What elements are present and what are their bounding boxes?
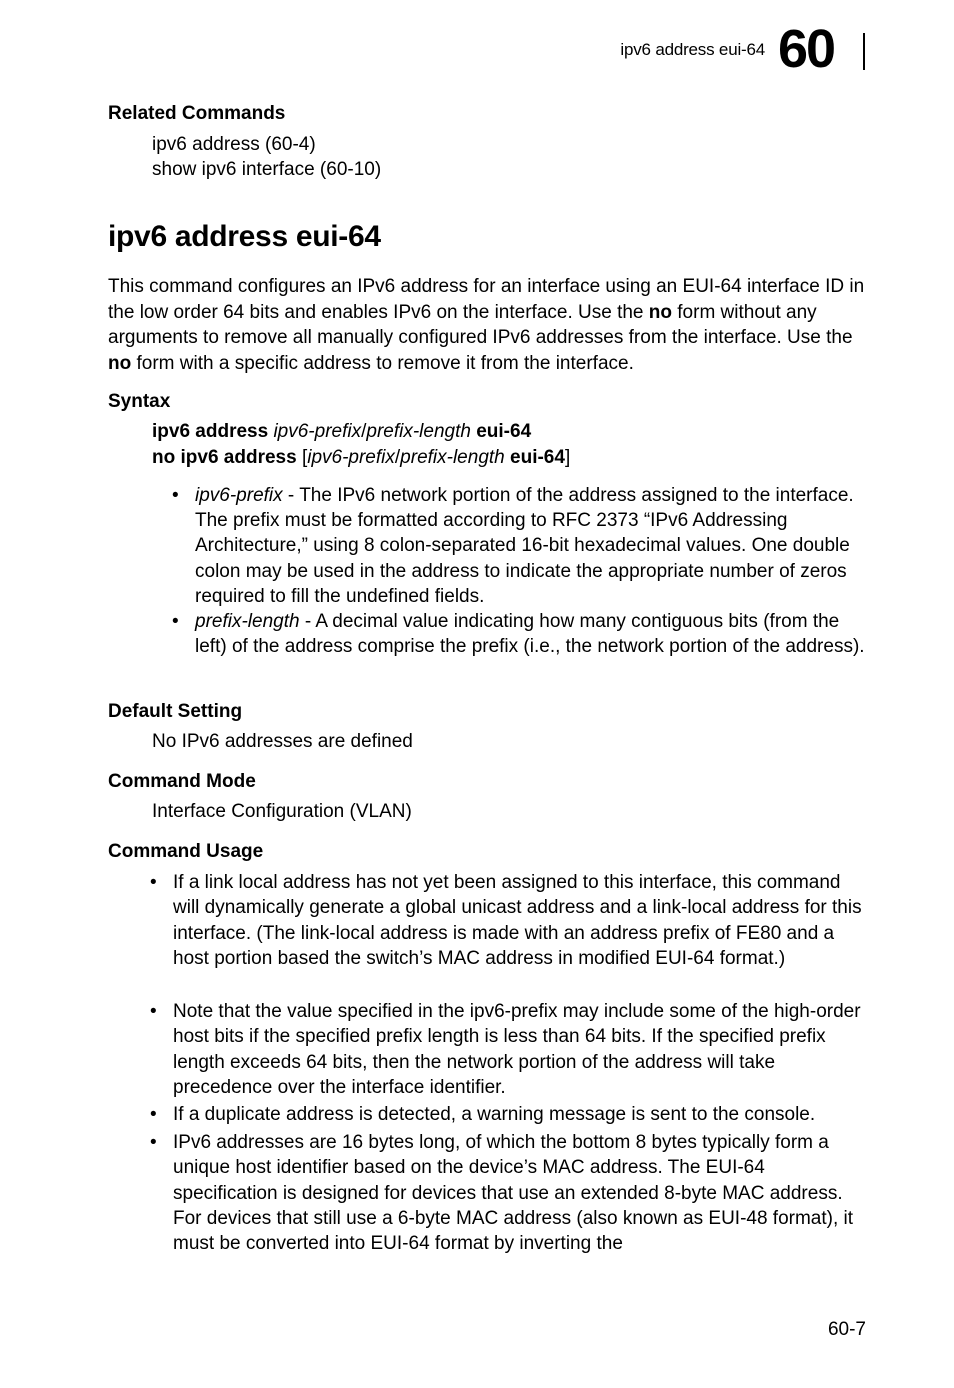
bullet: • — [172, 611, 179, 632]
bracket: [ — [301, 447, 308, 468]
usage-item — [150, 1130, 870, 1256]
description-text: form without any arguments to remove all manually configured IPv6 addresses from the interface. Use the — [108, 301, 853, 348]
chapter-rule — [863, 33, 865, 70]
section-title: ipv6 address eui-64 — [108, 220, 381, 253]
command-usage-heading: Command Usage — [108, 841, 264, 862]
command-mode-heading: Command Mode — [108, 771, 256, 792]
argument: prefix-length — [366, 421, 471, 442]
command-keyword: ipv6 address — [152, 421, 269, 442]
command-keyword: eui-64 — [510, 447, 565, 468]
parameter-description: - The IPv6 network portion of the address assigned to the interface. The prefix must be formatted according to RFC 2373 “IPv6 Addressing Architecture,” using 8 colon-separated 16-bit hexadecimal values. One double colon may be used in the address to indicate the appropriate number of zeros required to fill the undefined fields. — [195, 485, 854, 607]
bullet: • — [150, 1104, 157, 1125]
bullet: • — [150, 1132, 157, 1153]
argument: ipv6-prefix — [273, 421, 362, 442]
command-keyword: no ipv6 address — [152, 447, 297, 468]
related-commands-heading: Related Commands — [108, 103, 286, 124]
bullet: • — [150, 872, 157, 893]
description-text: This command configures an IPv6 address for an interface using an EUI-64 interface ID in the low order 64 bits and enables IPv6 on the interface. Use the — [108, 276, 865, 323]
syntax-line — [152, 447, 570, 469]
usage-text: IPv6 addresses are 16 bytes long, of which the bottom 8 bytes typically form a unique host identifier based on the device’s MAC address. The EUI-64 specification is designed for devices that use an extended 8-byte MAC address. For devices that still use a 6-byte MAC address (also known as EUI-48 format), it must be converted into EUI-64 format by inverting the — [173, 1132, 854, 1255]
syntax-line — [152, 421, 531, 443]
usage-text: If a link local address has not yet been assigned to this interface, this command will dynamically generate a global unicast address and a link-local address for this interface. (The link-local address is made with an address prefix of FE80 and a host portion based the switch’s MAC address in modified EUI-64 format.) — [173, 872, 862, 969]
usage-item — [150, 1102, 870, 1127]
bullet: • — [150, 1001, 157, 1022]
parameter-item — [172, 609, 872, 659]
default-setting-heading: Default Setting — [108, 701, 243, 722]
usage-text: If a duplicate address is detected, a warning message is sent to the console. — [173, 1104, 816, 1125]
usage-item — [150, 999, 870, 1100]
command-mode-text: Interface Configuration (VLAN) — [152, 801, 412, 822]
parameter-item — [172, 483, 872, 609]
related-command-link[interactable]: show ipv6 interface (60-10) — [152, 159, 382, 180]
running-header-title: ipv6 address eui-64 — [620, 40, 765, 59]
syntax-heading: Syntax — [108, 391, 171, 412]
argument: ipv6-prefix — [307, 447, 395, 468]
related-command-link[interactable]: ipv6 address (60-4) — [152, 134, 316, 155]
page-number: 60-7 — [827, 1319, 866, 1340]
bracket: ] — [564, 447, 571, 468]
description-text: form with a specific address to remove it from the interface. — [131, 352, 634, 374]
argument: prefix-length — [400, 447, 505, 468]
command-description — [108, 274, 878, 376]
separator: / — [394, 447, 401, 468]
chapter-number: 60 — [778, 19, 835, 79]
parameter-name: prefix-length — [195, 611, 300, 632]
separator: / — [361, 421, 367, 442]
usage-item — [150, 870, 870, 971]
parameter-name: ipv6-prefix — [195, 485, 283, 506]
bullet: • — [172, 485, 179, 506]
no-keyword: no — [108, 352, 132, 374]
default-setting-text: No IPv6 addresses are defined — [152, 731, 413, 752]
parameter-description: - A decimal value indicating how many contiguous bits (from the left) of the address comprise the prefix (i.e., the network portion of the address). — [195, 611, 865, 658]
usage-text: Note that the value specified in the ipv6-prefix may include some of the high-order host bits if the specified prefix length is less than 64 bits. If the specified prefix length exceeds 64 bits, then the network portion of the address will take precedence over the interface identifier. — [173, 1001, 861, 1098]
no-keyword: no — [648, 301, 672, 323]
command-keyword: eui-64 — [476, 421, 532, 442]
